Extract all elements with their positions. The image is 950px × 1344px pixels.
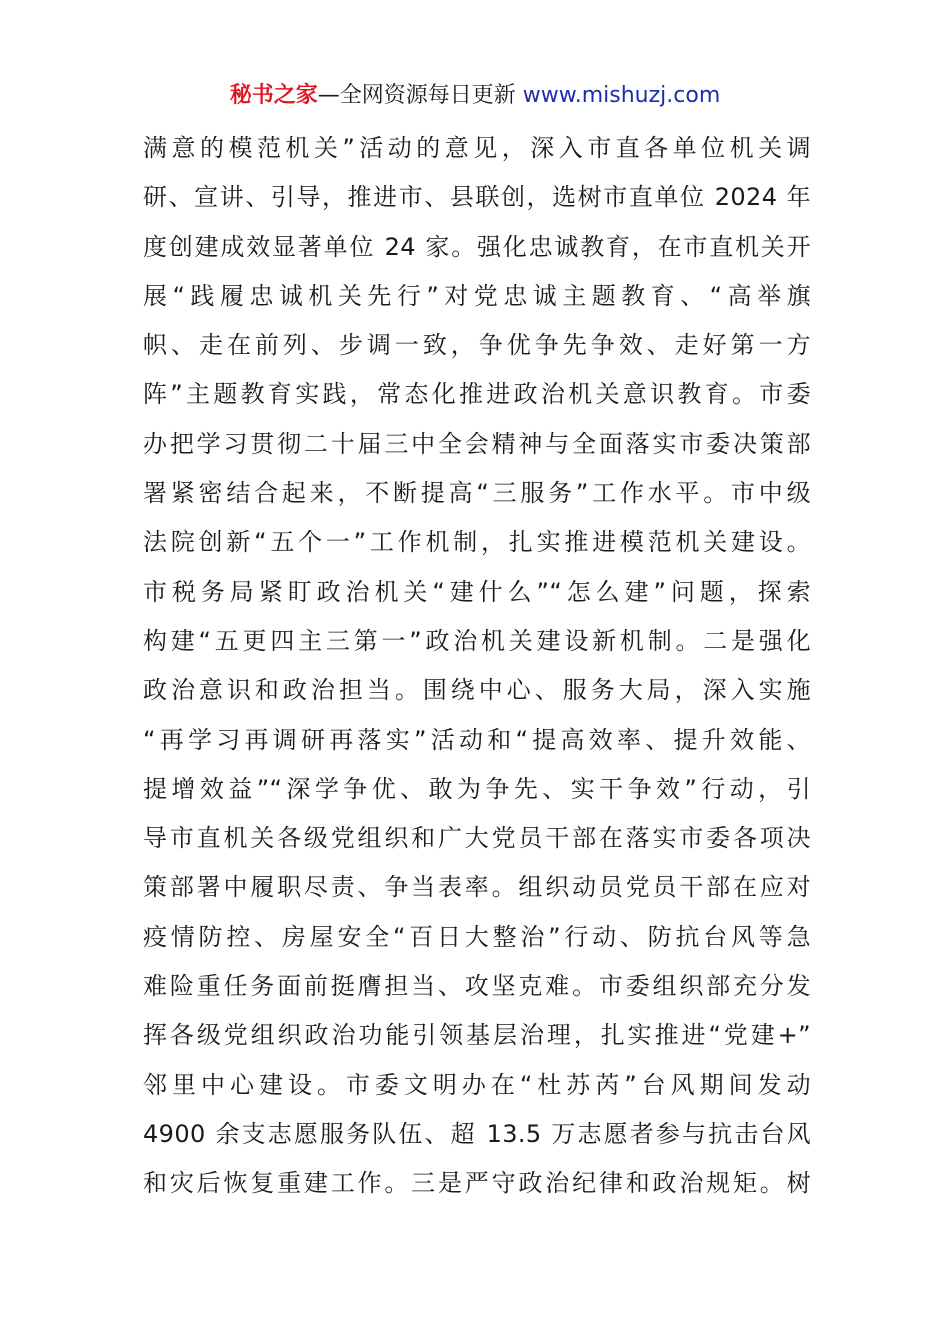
text-line: 策部署中履职尽责、争当表率。组织动员党员干部在应对 bbox=[143, 873, 811, 902]
brand-name: 秘书之家 bbox=[229, 83, 318, 108]
text-line: 研、宣讲、引导，推进市、县联创，选树市直单位 2024 年 bbox=[143, 183, 811, 212]
text-line: 帜、走在前列、步调一致，争优争先争效、走好第一方 bbox=[143, 331, 811, 360]
text-line: 4900 余支志愿服务队伍、超 13.5 万志愿者参与抗击台风 bbox=[143, 1119, 811, 1148]
text-line: 阵”主题教育实践，常态化推进政治机关意识教育。市委 bbox=[143, 380, 811, 409]
text-line: 难险重任务面前挺膺担当、攻坚克难。市委组织部充分发 bbox=[143, 972, 811, 1001]
text-line: 提增效益”“深学争优、敢为争先、实干争效”行动，引 bbox=[143, 774, 811, 803]
text-line: 办把学习贯彻二十届三中全会精神与全面落实市委决策部 bbox=[143, 429, 811, 458]
text-line: 构建“五更四主三第一”政治机关建设新机制。二是强化 bbox=[143, 626, 811, 655]
text-line: 满意的模范机关”活动的意见，深入市直各单位机关调 bbox=[143, 134, 811, 162]
text-line: 市税务局紧盯政治机关“建什么”“怎么建”问题，探索 bbox=[143, 577, 811, 606]
document-body bbox=[143, 124, 811, 1209]
site-url-link[interactable]: www.mishuzj.com bbox=[522, 83, 721, 108]
text-line: 政治意识和政治担当。围绕中心、服务大局，深入实施 bbox=[143, 676, 811, 705]
text-line: 度创建成效显著单位 24 家。强化忠诚教育，在市直机关开 bbox=[143, 232, 811, 261]
header-tagline: —全网资源每日更新 bbox=[317, 83, 523, 108]
text-line: 展“践履忠诚机关先行”对党忠诚主题教育、“高举旗 bbox=[143, 281, 811, 310]
text-line: 署紧密结合起来，不断提高“三服务”工作水平。市中级 bbox=[143, 479, 811, 508]
text-line: 法院创新“五个一”工作机制，扎实推进模范机关建设。 bbox=[143, 528, 811, 557]
site-header bbox=[0, 80, 950, 112]
text-line: 导市直机关各级党组织和广大党员干部在落实市委各项决 bbox=[143, 824, 811, 853]
text-line: 和灾后恢复重建工作。三是严守政治纪律和政治规矩。树 bbox=[143, 1169, 811, 1198]
text-line: 挥各级党组织政治功能引领基层治理，扎实推进“党建+” bbox=[143, 1021, 811, 1050]
text-line: 邻里中心建设。市委文明办在“杜苏芮”台风期间发动 bbox=[143, 1070, 811, 1099]
text-line: “再学习再调研再落实”活动和“提高效率、提升效能、 bbox=[143, 725, 811, 754]
text-line: 疫情防控、房屋安全“百日大整治”行动、防抗台风等急 bbox=[143, 922, 811, 951]
